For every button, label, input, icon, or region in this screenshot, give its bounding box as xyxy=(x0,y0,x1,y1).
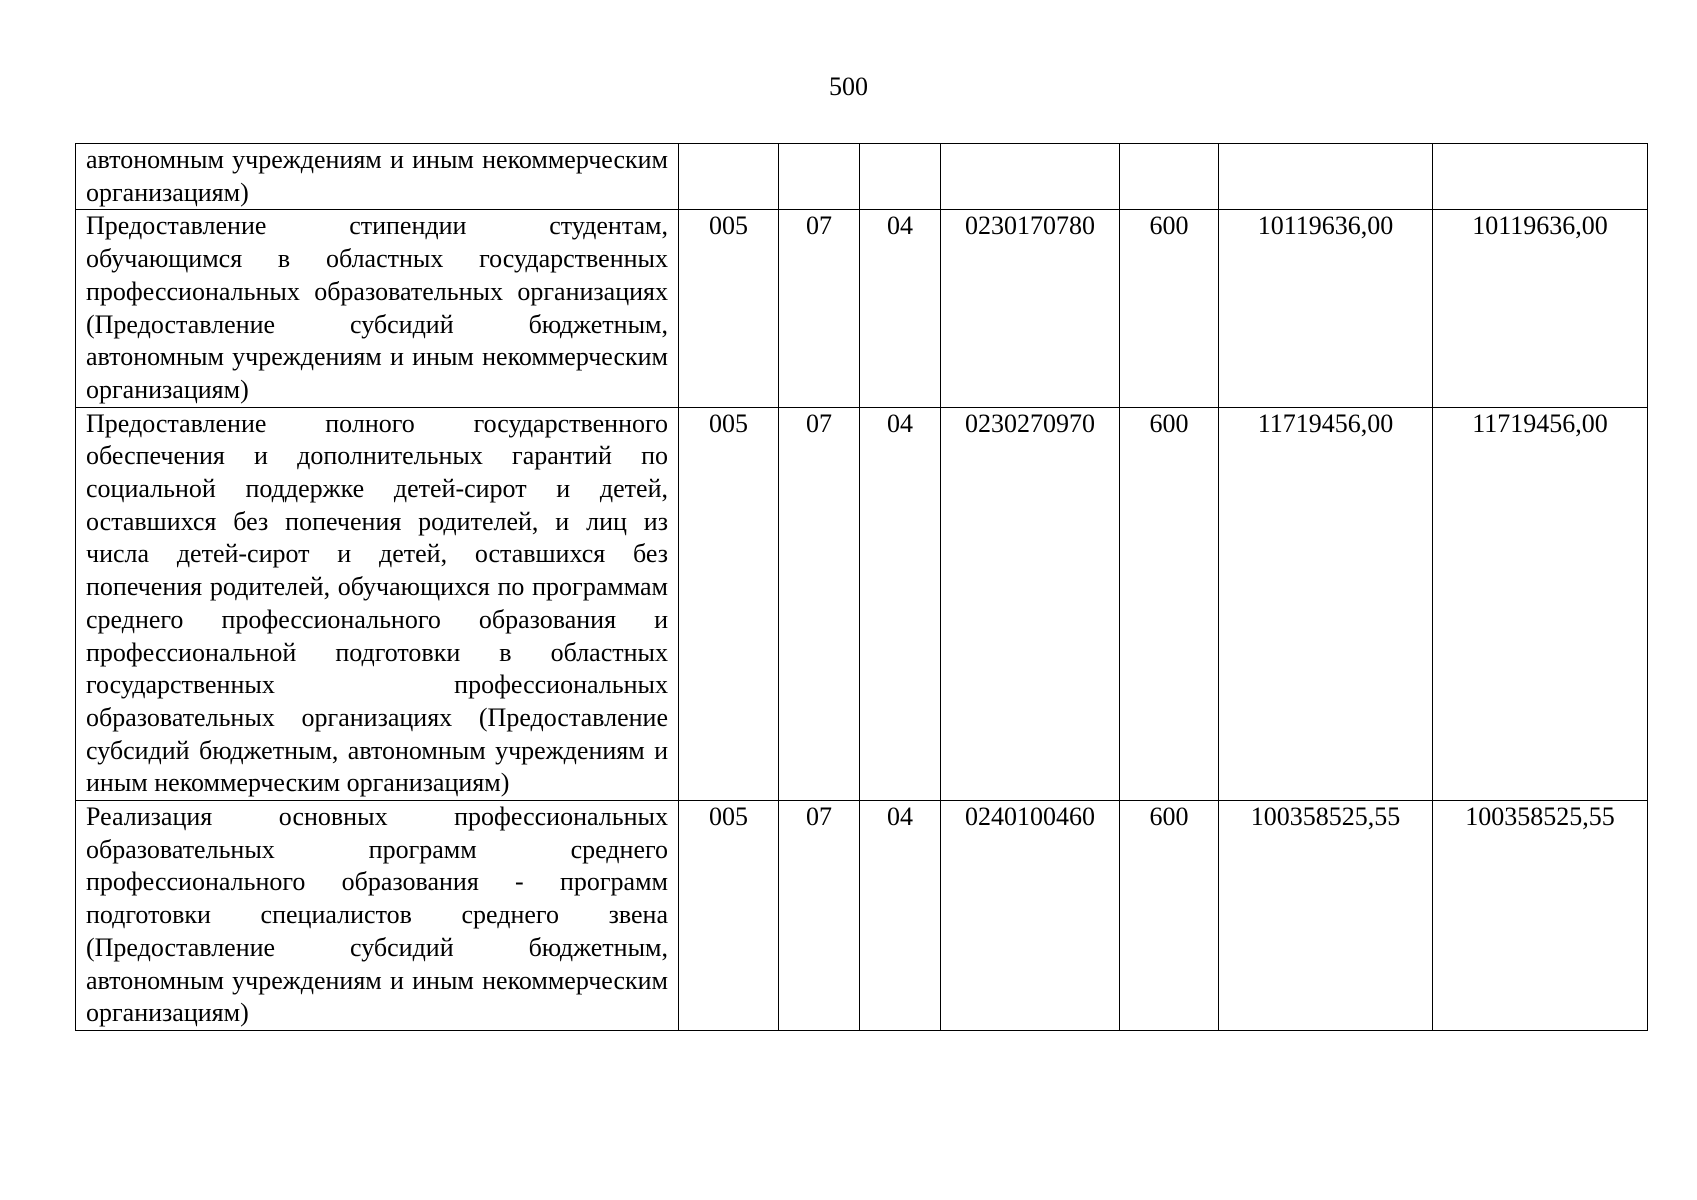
table-row xyxy=(76,801,1648,1031)
amount-1: 11719456,00 xyxy=(1219,407,1433,800)
row-description: Реализация основных профессиональных образовательных программ среднего профессионального образования - программ подготовки специалистов среднего звена (Предоставление субсидий бюджетным, автономным учреждениям и иным некоммерческим организациям) xyxy=(76,801,679,1031)
amount-1 xyxy=(1219,144,1433,210)
section-code xyxy=(779,144,860,210)
table-row xyxy=(76,144,1648,210)
amount-2: 10119636,00 xyxy=(1433,210,1648,407)
expense-type-code: 600 xyxy=(1120,801,1219,1031)
subsection-code: 04 xyxy=(860,210,941,407)
budget-table xyxy=(75,143,1648,1031)
section-code: 07 xyxy=(779,801,860,1031)
table-row xyxy=(76,407,1648,800)
ministry-code: 005 xyxy=(679,801,779,1031)
row-description: Предоставление полного государственного обеспечения и дополнительных гарантий по социальной поддержке детей-сирот и детей, оставшихся без попечения родителей, и лиц из числа детей-сирот и детей, оставшихся без попечения родителей, обучающихся по программам среднего профессионального образования и профессиональной подготовки в областных государственных профессиональных образовательных организациях (Предоставление субсидий бюджетным, автономным учреждениям и иным некоммерческим организациям) xyxy=(76,407,679,800)
expense-type-code xyxy=(1120,144,1219,210)
amount-1: 100358525,55 xyxy=(1219,801,1433,1031)
row-description: автономным учреждениям и иным некоммерческим организациям) xyxy=(76,144,679,210)
target-article-code: 0230270970 xyxy=(941,407,1120,800)
target-article-code: 0240100460 xyxy=(941,801,1120,1031)
subsection-code xyxy=(860,144,941,210)
subsection-code: 04 xyxy=(860,407,941,800)
row-description: Предоставление стипендии студентам, обучающимся в областных государственных профессиональных образовательных организациях (Предоставление субсидий бюджетным, автономным учреждениям и иным некоммерческим организациям) xyxy=(76,210,679,407)
expense-type-code: 600 xyxy=(1120,407,1219,800)
ministry-code xyxy=(679,144,779,210)
target-article-code: 0230170780 xyxy=(941,210,1120,407)
amount-1: 10119636,00 xyxy=(1219,210,1433,407)
amount-2: 100358525,55 xyxy=(1433,801,1648,1031)
subsection-code: 04 xyxy=(860,801,941,1031)
page-number: 500 xyxy=(829,72,868,101)
table-row xyxy=(76,210,1648,407)
section-code: 07 xyxy=(779,407,860,800)
amount-2 xyxy=(1433,144,1648,210)
target-article-code xyxy=(941,144,1120,210)
section-code: 07 xyxy=(779,210,860,407)
amount-2: 11719456,00 xyxy=(1433,407,1648,800)
ministry-code: 005 xyxy=(679,210,779,407)
expense-type-code: 600 xyxy=(1120,210,1219,407)
ministry-code: 005 xyxy=(679,407,779,800)
